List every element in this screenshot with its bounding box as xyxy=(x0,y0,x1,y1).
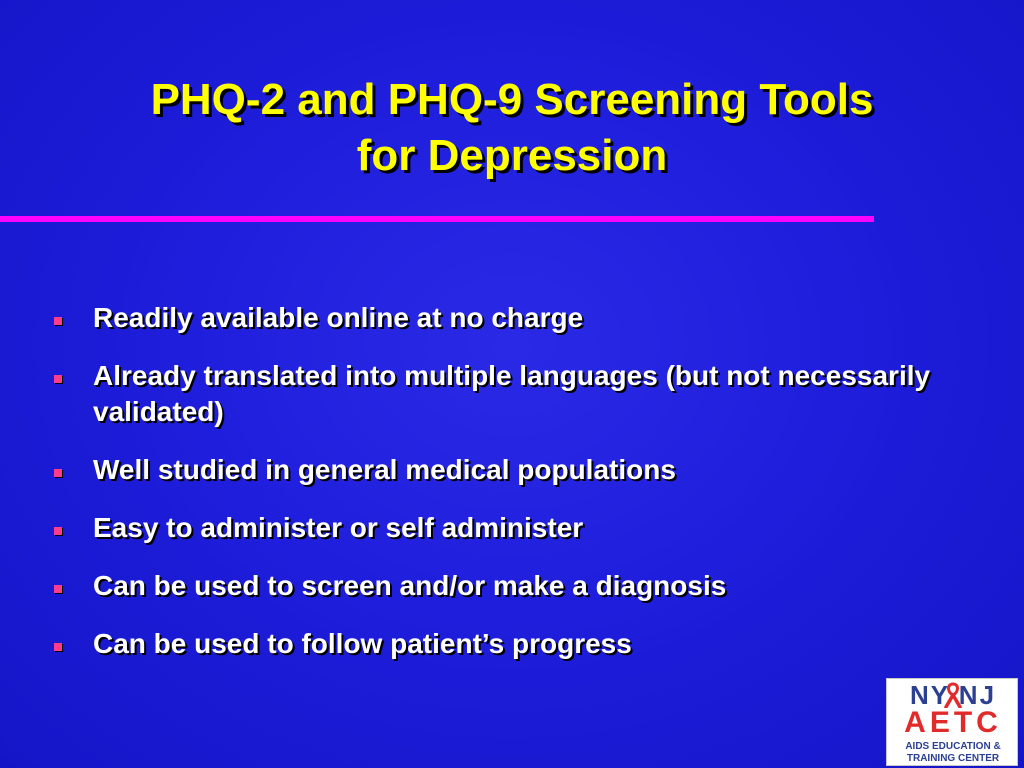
slide-title-line-1: PHQ-2 and PHQ-9 Screening Tools xyxy=(150,75,874,124)
slide-title-line-2: for Depression xyxy=(356,131,668,180)
bullet-item xyxy=(52,510,952,546)
bullet-text: Easy to administer or self administer xyxy=(93,512,584,543)
square-bullet-icon xyxy=(54,375,62,383)
logo-aetc-text: AETC xyxy=(904,706,1002,739)
bullet-text: Can be used to follow patient’s progress xyxy=(93,628,632,659)
red-ribbon-icon xyxy=(943,682,963,708)
square-bullet-icon xyxy=(54,527,62,535)
bullet-item xyxy=(52,300,952,336)
logo-subtitle-line-2: TRAINING CENTER xyxy=(906,753,1000,764)
logo-state-text: NY NJ xyxy=(909,680,997,710)
bullet-item xyxy=(52,626,952,662)
bullet-text: Already translated into multiple languages (but not necessarily validated) xyxy=(93,360,931,427)
slide-title xyxy=(0,72,1024,184)
square-bullet-icon xyxy=(54,469,62,477)
square-bullet-icon xyxy=(54,317,62,325)
title-divider xyxy=(0,216,874,222)
aetc-logo xyxy=(886,678,1018,766)
bullet-list xyxy=(52,300,952,684)
square-bullet-icon xyxy=(54,585,62,593)
logo-subtitle-line-1: AIDS EDUCATION & xyxy=(905,741,1001,752)
bullet-item xyxy=(52,452,952,488)
bullet-text: Can be used to screen and/or make a diagnosis xyxy=(93,570,727,601)
bullet-item xyxy=(52,568,952,604)
bullet-item xyxy=(52,358,952,430)
bullet-text: Well studied in general medical populations xyxy=(93,454,676,485)
square-bullet-icon xyxy=(54,643,62,651)
bullet-text: Readily available online at no charge xyxy=(93,302,584,333)
